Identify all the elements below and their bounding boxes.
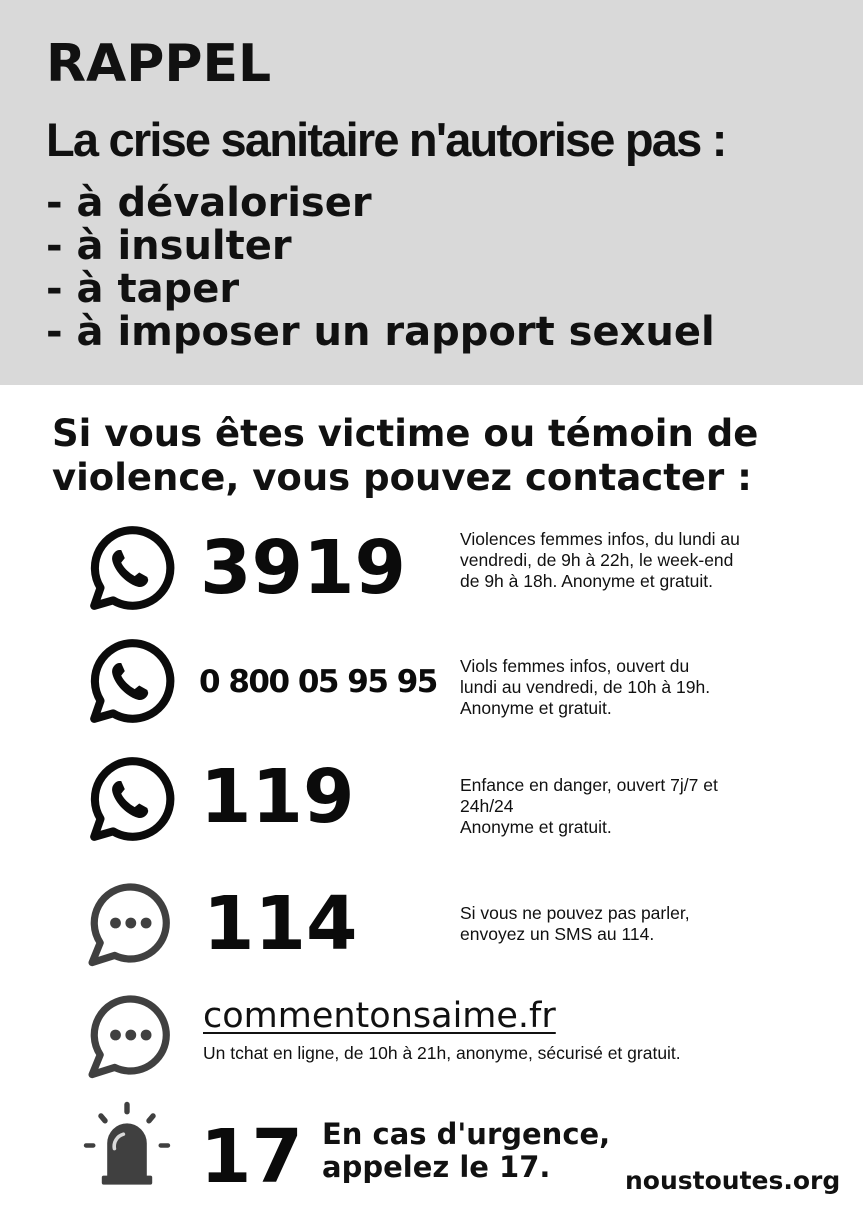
emergency-number: 17 — [200, 1114, 303, 1200]
siren-icon — [82, 1100, 172, 1190]
list-item: - à insulter — [46, 223, 292, 269]
contact-intro: Si vous êtes victime ou témoin de violence, vous pouvez contacter : — [52, 412, 759, 499]
contact-description: Si vous ne pouvez pas parler, envoyez un SMS au 114. — [460, 903, 690, 944]
list-item: - à dévaloriser — [46, 180, 372, 226]
list-item: - à imposer un rapport sexuel — [46, 309, 715, 355]
page-subtitle: La crise sanitaire n'autorise pas : — [46, 113, 726, 166]
website-description: Un tchat en ligne, de 10h à 21h, anonyme, sécurisé et gratuit. — [203, 1043, 681, 1063]
contact-number: 3919 — [200, 525, 406, 611]
chat-bubble-icon — [84, 878, 174, 968]
forbidden-list — [46, 182, 715, 354]
footer-site[interactable]: noustoutes.org — [625, 1166, 841, 1195]
phone-bubble-icon — [87, 636, 177, 726]
page-title: RAPPEL — [46, 34, 272, 94]
list-item: - à taper — [46, 266, 240, 312]
emergency-text: En cas d'urgence, appelez le 17. — [322, 1117, 611, 1184]
contact-number: 114 — [203, 881, 358, 967]
contact-description: Viols femmes infos, ouvert du lundi au vendredi, de 10h à 19h. Anonyme et gratuit. — [460, 656, 711, 718]
phone-bubble-icon — [87, 523, 177, 613]
contact-number: 0 800 05 95 95 — [199, 664, 437, 700]
website-link[interactable]: commentonsaime.fr — [203, 996, 556, 1036]
contact-description: Enfance en danger, ouvert 7j/7 et 24h/24 Anonyme et gratuit. — [460, 775, 718, 837]
chat-bubble-icon — [84, 990, 174, 1080]
contact-number: 119 — [200, 754, 355, 840]
phone-bubble-icon — [87, 754, 177, 844]
contact-description: Violences femmes infos, du lundi au vendredi, de 9h à 22h, le week-end de 9h à 18h. Anonyme et gratuit. — [460, 529, 740, 591]
